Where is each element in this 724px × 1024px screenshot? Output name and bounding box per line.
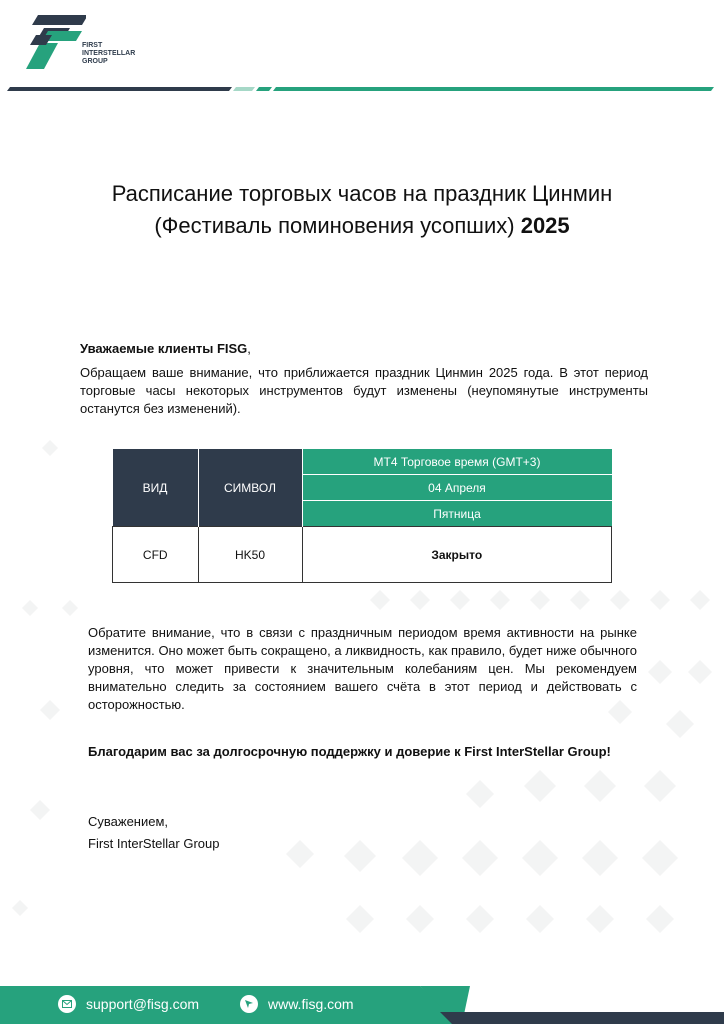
footer-website[interactable] [240,995,354,1013]
footer-website-text[interactable]: www.fisg.com [268,996,354,1012]
mail-icon [58,995,76,1013]
company-logo [26,15,156,75]
header-stripe [0,84,724,96]
column-header-type: ВИД [113,449,199,527]
page-title [50,178,674,242]
company-name: First InterStellar Group [88,836,220,851]
intro-paragraph: Обращаем ваше внимание, что приближается праздник Цинмин 2025 года. В этот период торговые часы некоторых инструментов будут изменены (неупомянутые инструменты останутся без изменений). [80,365,648,416]
time-header: MT4 Торговое время (GMT+3) [302,449,612,475]
footer-bar [0,986,724,1024]
weekday-header: Пятница [302,501,612,527]
greeting [80,341,251,356]
trading-hours-table [112,449,612,583]
row-status: Закрыто [302,527,612,583]
greeting-text: Уважаемые клиенты FISG [80,341,248,356]
greeting-comma: , [247,341,251,356]
footer-email[interactable] [58,995,199,1013]
title-line-1: Расписание торговых часов на праздник Цинмин [111,181,613,206]
thanks-line: Благодарим вас за долгосрочную поддержку и доверие к First InterStellar Group! [88,744,611,759]
title-subtitle: (Фестиваль поминовения усопших) [154,213,515,238]
footer-email-text[interactable]: support@fisg.com [86,996,200,1012]
title-line-2 [50,210,674,242]
date-header: 04 Апреля [302,475,612,501]
regards-text: Суважением, [88,814,169,829]
cursor-icon [240,995,258,1013]
notice-paragraph: Обратите внимание, что в связи с праздничным периодом время активности на рынке изменится. Оно может быть сокращено, а ликвидность, как правило, будет ниже обычного уровня, что может привести к значительным колебаниям цен. Мы рекомендуем внимательно следить за состоянием вашего счёта в этот период и действовать с осторожностью. [88,625,637,712]
row-symbol: HK50 [198,527,302,583]
column-header-symbol: СИМВОЛ [198,449,302,527]
row-type: CFD [113,527,199,583]
fisg-logo-mark-icon [26,15,86,73]
table-row [113,527,612,583]
title-year: 2025 [520,213,570,238]
logo-text: FIRST INTERSTELLAR GROUP [82,42,136,65]
